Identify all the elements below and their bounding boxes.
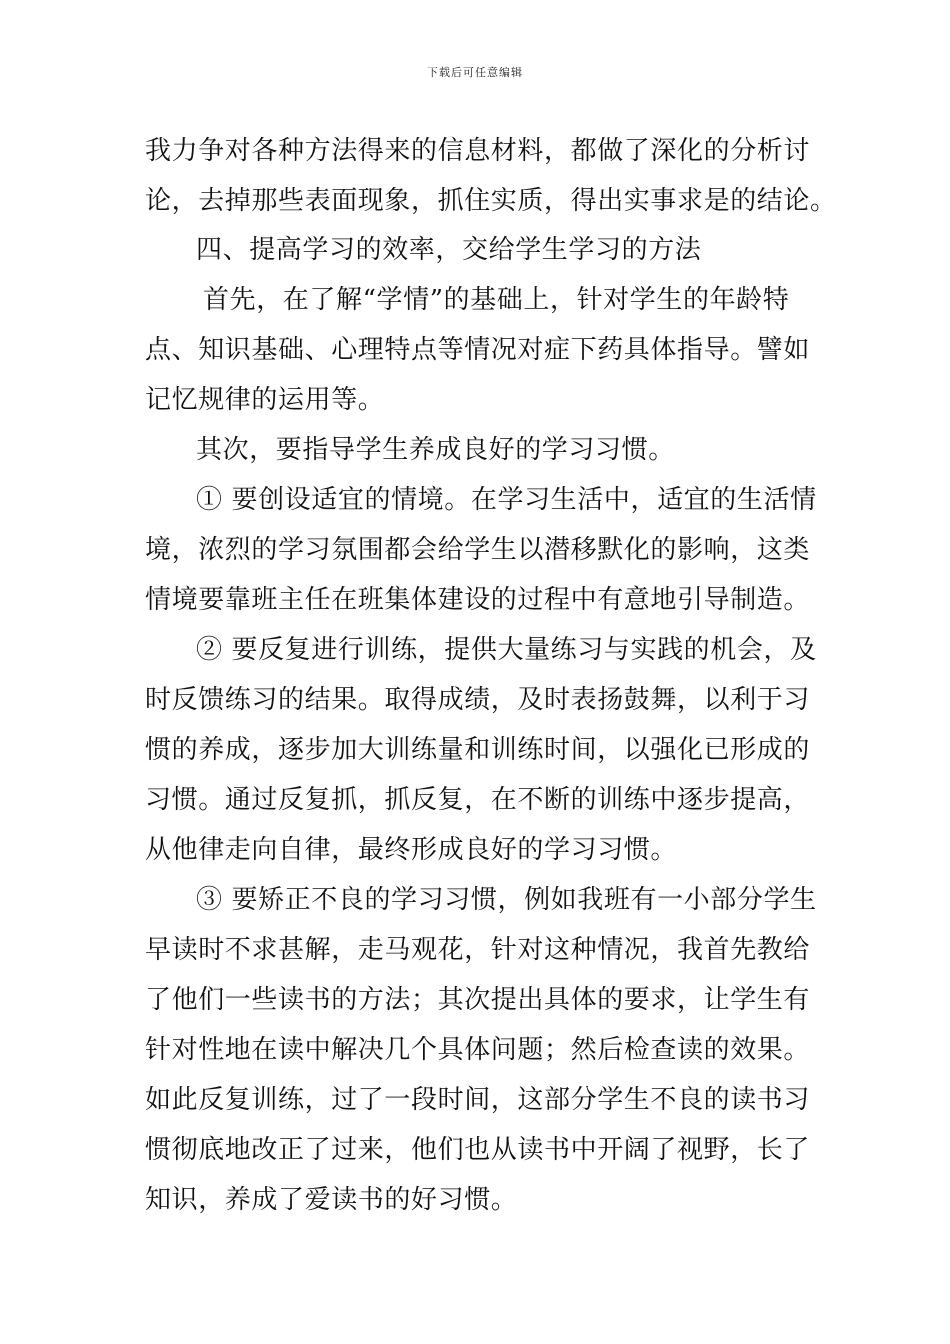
text-line: 情境要靠班主任在班集体建设的过程中有意地引导制造。 [145, 585, 811, 615]
text-line: 惯的养成，逐步加大训练量和训练时间，以强化已形成的 [145, 735, 811, 765]
text-line: 记忆规律的运用等。 [145, 385, 385, 415]
text-line: ② 要反复进行训练，提供大量练习与实践的机会，及 [196, 635, 817, 665]
text-line: 论，去掉那些表面现象，抓住实质，得出实事求是的结论。 [145, 186, 837, 216]
page-header: 下载后可任意编辑 [427, 66, 523, 79]
text-line: 点、知识基础、心理特点等情况对症下药具体指导。譬如 [145, 335, 811, 365]
text-line: 从他律走向自律，最终形成良好的学习习惯。 [145, 835, 678, 865]
text-line: 了他们一些读书的方法；其次提出具体的要求，让学生有 [145, 985, 811, 1015]
text-line: 知识，养成了爱读书的好习惯。 [145, 1185, 518, 1215]
text-line: 早读时不求甚解，走马观花，针对这种情况，我首先教给 [145, 935, 811, 965]
text-line: 针对性地在读中解决几个具体问题；然后检查读的效果。 [145, 1035, 811, 1065]
text-line: ① 要创设适宜的情境。在学习生活中，适宜的生活情 [196, 485, 817, 515]
section-heading: 四、提高学习的效率，交给学生学习的方法 [196, 235, 702, 265]
text-line: 时反馈练习的结果。取得成绩，及时表扬鼓舞，以利于习 [145, 685, 811, 715]
text-line: 惯彻底地改正了过来，他们也从读书中开阔了视野，长了 [145, 1135, 811, 1165]
text-line: 境，浓烈的学习氛围都会给学生以潜移默化的影响，这类 [145, 535, 811, 565]
text-line: 其次，要指导学生养成良好的学习习惯。 [196, 435, 675, 465]
text-line: 习惯。通过反复抓，抓反复，在不断的训练中逐步提高， [145, 785, 811, 815]
text-line: ③ 要矫正不良的学习习惯，例如我班有一小部分学生 [196, 885, 817, 915]
text-line: 我力争对各种方法得来的信息材料，都做了深化的分析讨 [145, 136, 811, 166]
text-line: 如此反复训练，过了一段时间，这部分学生不良的读书习 [145, 1085, 811, 1115]
text-line: 首先，在了解“学情”的基础上，针对学生的年龄特 [203, 285, 790, 315]
